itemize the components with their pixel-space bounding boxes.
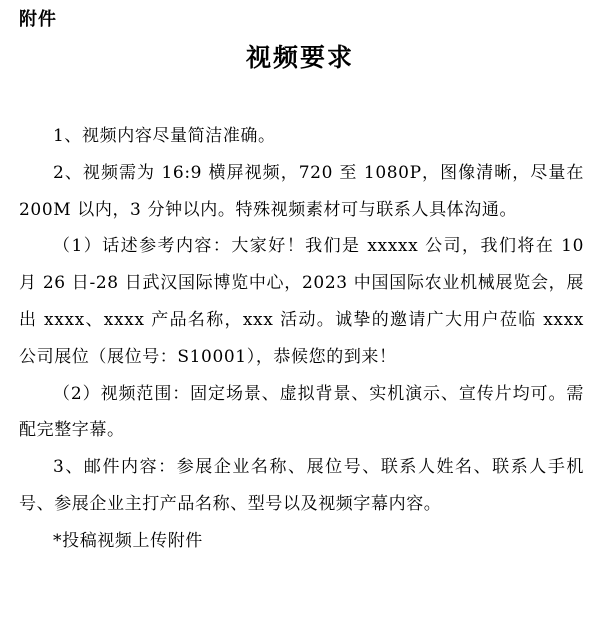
- paragraph-upload-note: *投稿视频上传附件: [53, 530, 203, 551]
- document-title: 视频要求: [245, 43, 354, 72]
- paragraph-script-reference: （1）话述参考内容：大家好！我们是 xxxxx 公司，我们将在 10 月 26 日-28 日武汉国际博览中心，2023 中国国际农业机械展览会，展出 xxxx、xxxx 产品名称，xxx 活动。诚挚的邀请广大用户莅临 xxxx 公司展位（展位号：S10001），恭候您的到来！: [19, 236, 584, 367]
- document-body: [19, 118, 584, 560]
- paragraph-video-scope: （2）视频范围：固定场景、虚拟背景、实机演示、宣传片均可。需配完整字幕。: [19, 383, 584, 441]
- paragraph-email-content: 3、邮件内容：参展企业名称、展位号、联系人姓名、联系人手机号、参展企业主打产品名称、型号以及视频字幕内容。: [19, 457, 584, 514]
- paragraph-conciseness: 1、视频内容尽量简洁准确。: [53, 126, 276, 146]
- paragraph-video-format: 2、视频需为 16:9 横屏视频，720 至 1080P，图像清晰，尽量在 200M 以内，3 分钟以内。特殊视频素材可与联系人具体沟通。: [19, 162, 584, 220]
- attachment-label: 附件: [19, 9, 57, 30]
